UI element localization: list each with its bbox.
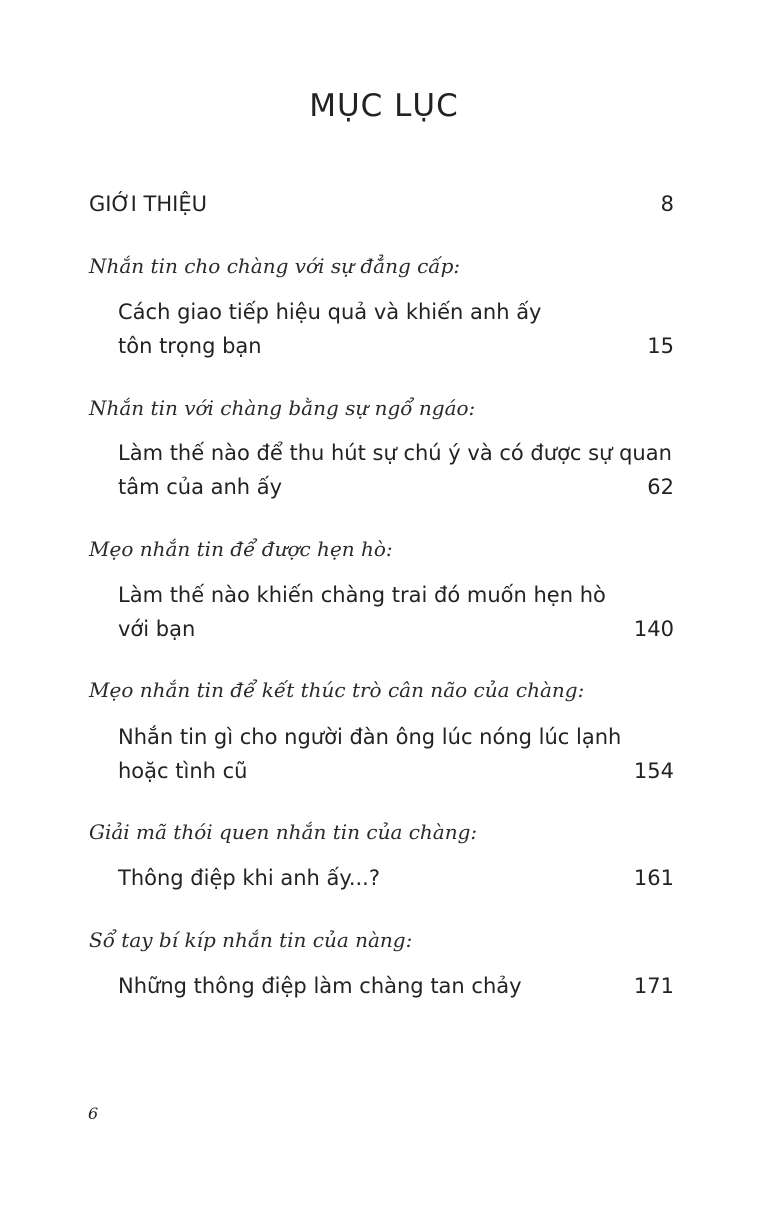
page-title: MỤC LỤC <box>309 88 459 124</box>
toc-entry-line: hoặc tình cũ <box>118 759 248 783</box>
page-number-footer: 6 <box>88 1104 99 1123</box>
toc-section-heading: Mẹo nhắn tin để được hẹn hò: <box>89 537 393 561</box>
toc-section-heading: Mẹo nhắn tin để kết thúc trò cân não của chàng: <box>89 678 585 702</box>
toc-entry <box>118 436 674 504</box>
toc-page-number: 15 <box>647 334 674 358</box>
toc-page-number: 140 <box>633 617 674 641</box>
toc-entry <box>118 969 674 1003</box>
toc-section-heading: Nhắn tin với chàng bằng sự ngổ ngáo: <box>89 396 476 420</box>
toc-entry <box>118 861 674 895</box>
toc-entry-line: tôn trọng bạn <box>118 334 262 358</box>
toc-entry-line: Làm thế nào để thu hút sự chú ý và có được sự quan <box>118 441 672 465</box>
toc-entry-line: Thông điệp khi anh ấy...? <box>118 866 381 890</box>
toc-entry-line: Cách giao tiếp hiệu quả và khiến anh ấy <box>118 300 542 324</box>
toc-entry-line: Nhắn tin gì cho người đàn ông lúc nóng lúc lạnh <box>118 725 622 749</box>
toc-entry-intro <box>89 187 674 221</box>
toc-section-heading: Nhắn tin cho chàng với sự đẳng cấp: <box>89 254 461 278</box>
toc-page-number: 8 <box>660 192 674 216</box>
toc-entry-label: GIỚI THIỆU <box>89 192 207 216</box>
toc-entry <box>118 578 674 646</box>
toc-entry <box>118 720 674 788</box>
toc-page-number: 161 <box>633 866 674 890</box>
toc-section-heading: Sổ tay bí kíp nhắn tin của nàng: <box>89 928 413 952</box>
toc-section-heading: Giải mã thói quen nhắn tin của chàng: <box>89 820 478 844</box>
toc-entry-line: Làm thế nào khiến chàng trai đó muốn hẹn hò <box>118 583 606 607</box>
toc-page-number: 62 <box>647 475 674 499</box>
toc-page-number: 154 <box>633 759 674 783</box>
toc-entry-line: Những thông điệp làm chàng tan chảy <box>118 974 522 998</box>
toc-entry-line: tâm của anh ấy <box>118 475 283 499</box>
toc-entry-line: với bạn <box>118 617 196 641</box>
toc-entry <box>118 295 674 363</box>
toc-page-number: 171 <box>633 974 674 998</box>
